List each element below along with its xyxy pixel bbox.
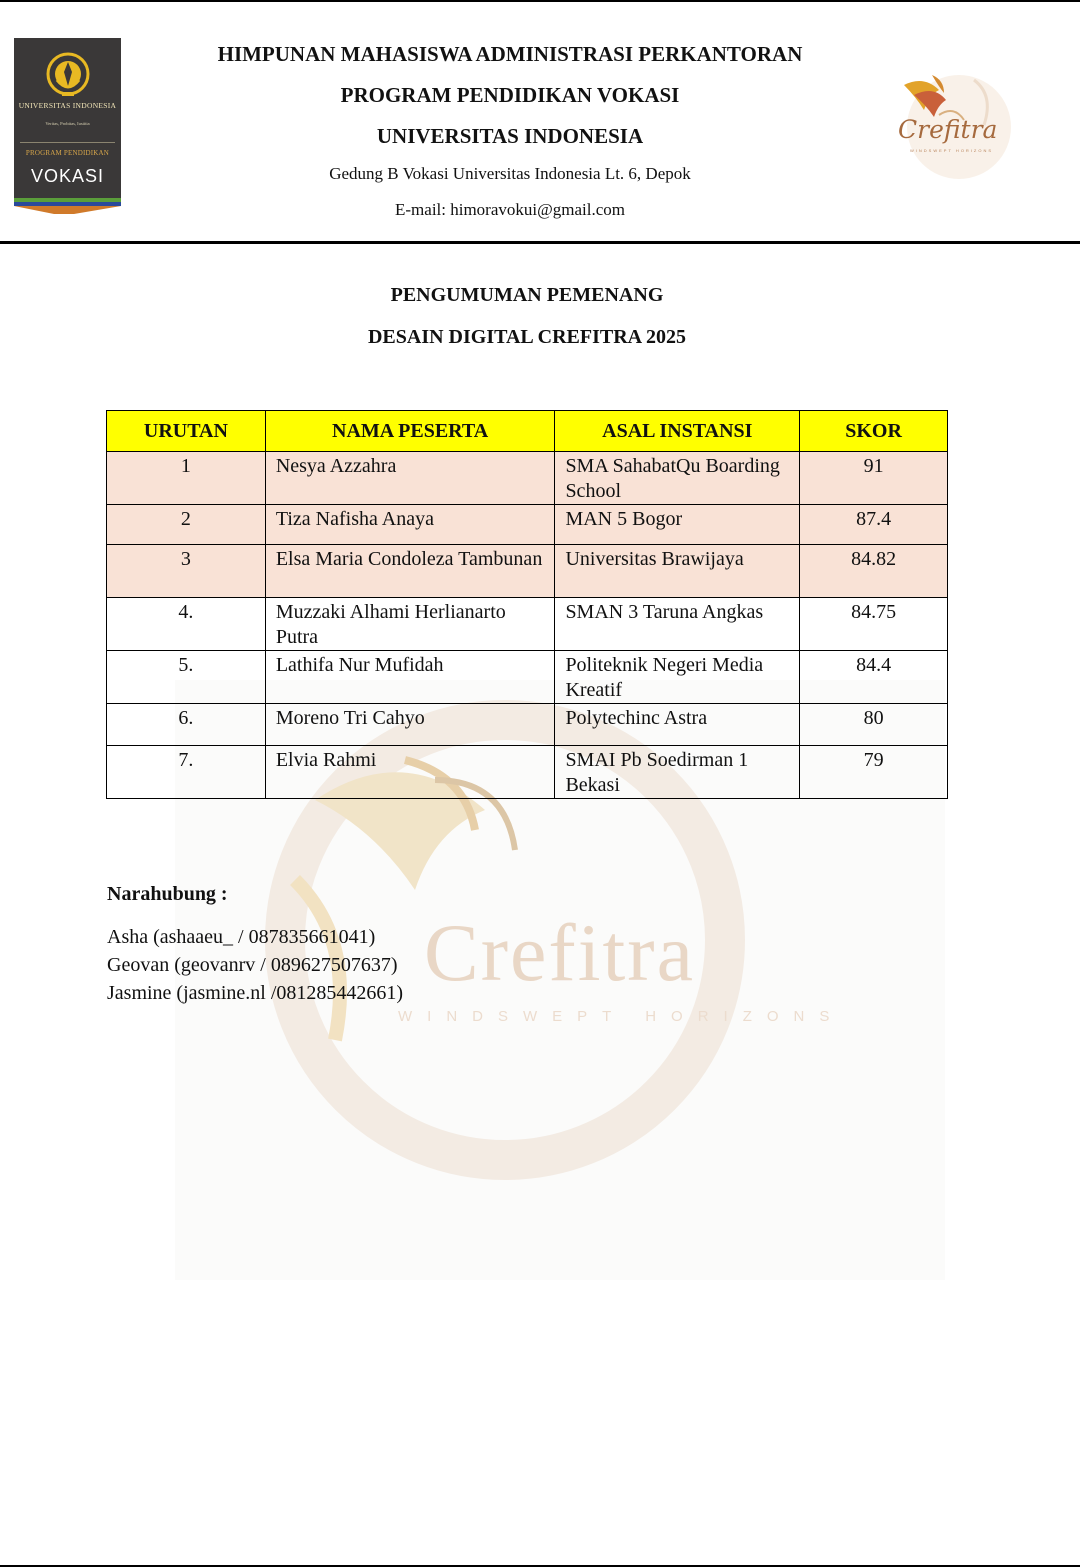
vokasi-label: VOKASI	[30, 166, 105, 186]
header-email: E-mail: himoravokui@gmail.com	[395, 200, 625, 219]
score-cell: 80	[800, 704, 948, 746]
table-row	[107, 704, 948, 746]
institution-cell: Politeknik Negeri Media Kreatif	[555, 651, 800, 704]
rank-cell: 4.	[107, 598, 266, 651]
top-border	[0, 0, 1080, 2]
table-row	[107, 505, 948, 545]
announcement-subtitle: DESAIN DIGITAL CREFITRA 2025	[367, 326, 687, 348]
table-row	[107, 651, 948, 704]
rank-cell: 3	[107, 545, 266, 598]
crefitra-logo	[884, 55, 1024, 185]
header-address: Gedung B Vokasi Universitas Indonesia Lt. 6, Depok	[329, 164, 691, 183]
column-header-score: SKOR	[800, 411, 948, 452]
institution-cell: Universitas Brawijaya	[555, 545, 800, 598]
name-cell: Elsa Maria Condoleza Tambunan	[265, 545, 555, 598]
table-row	[107, 545, 948, 598]
rank-cell: 1	[107, 452, 266, 505]
crefitra-wordmark: Crefitra	[898, 115, 998, 144]
table-header-row	[107, 411, 948, 452]
name-cell: Muzzaki Alhami Herlianarto Putra	[265, 598, 555, 651]
contact-item: Asha (ashaaeu_ / 087835661041)	[107, 926, 376, 948]
announcement-title: PENGUMUMAN PEMENANG	[390, 284, 664, 306]
institution-cell: MAN 5 Bogor	[555, 505, 800, 545]
crefitra-tagline: WINDSWEPT HORIZONS	[910, 148, 994, 153]
column-header-name: NAMA PESERTA	[265, 411, 555, 452]
column-header-institution: ASAL INSTANSI	[555, 411, 800, 452]
name-cell: Lathifa Nur Mufidah	[265, 651, 555, 704]
table-row	[107, 598, 948, 651]
header-university: UNIVERSITAS INDONESIA	[376, 124, 644, 148]
score-cell: 84.75	[800, 598, 948, 651]
rank-cell: 7.	[107, 746, 266, 799]
institution-cell: SMAN 3 Taruna Angkas	[555, 598, 800, 651]
name-cell: Tiza Nafisha Anaya	[265, 505, 555, 545]
university-motto: Veritas, Probitas, Iustitia	[45, 121, 90, 126]
header-organization: HIMPUNAN MAHASISWA ADMINISTRASI PERKANTORAN	[217, 42, 803, 66]
institution-cell: SMA SahabatQu Boarding School	[555, 452, 800, 505]
table-row	[107, 452, 948, 505]
program-label: PROGRAM PENDIDIKAN	[25, 149, 110, 157]
score-cell: 84.82	[800, 545, 948, 598]
column-header-rank: URUTAN	[107, 411, 266, 452]
winners-table	[106, 410, 948, 799]
watermark-wordmark: Crefitra	[424, 907, 695, 998]
watermark-tagline: WINDSWEPT HORIZONS	[398, 1008, 845, 1025]
name-cell: Moreno Tri Cahyo	[265, 704, 555, 746]
contact-item: Geovan (geovanrv / 089627507637)	[107, 954, 398, 976]
institution-cell: Polytechinc Astra	[555, 704, 800, 746]
contact-heading: Narahubung :	[107, 883, 228, 905]
score-cell: 84.4	[800, 651, 948, 704]
name-cell: Elvia Rahmi	[265, 746, 555, 799]
university-name: UNIVERSITAS INDONESIA	[18, 101, 117, 110]
institution-cell: SMAI Pb Soedirman 1 Bekasi	[555, 746, 800, 799]
score-cell: 79	[800, 746, 948, 799]
score-cell: 91	[800, 452, 948, 505]
score-cell: 87.4	[800, 505, 948, 545]
contact-item: Jasmine (jasmine.nl /081285442661)	[107, 982, 404, 1004]
rank-cell: 5.	[107, 651, 266, 704]
rank-cell: 6.	[107, 704, 266, 746]
rank-cell: 2	[107, 505, 266, 545]
header-program: PROGRAM PENDIDIKAN VOKASI	[340, 83, 680, 107]
name-cell: Nesya Azzahra	[265, 452, 555, 505]
header-divider	[0, 241, 1080, 244]
table-row	[107, 746, 948, 799]
